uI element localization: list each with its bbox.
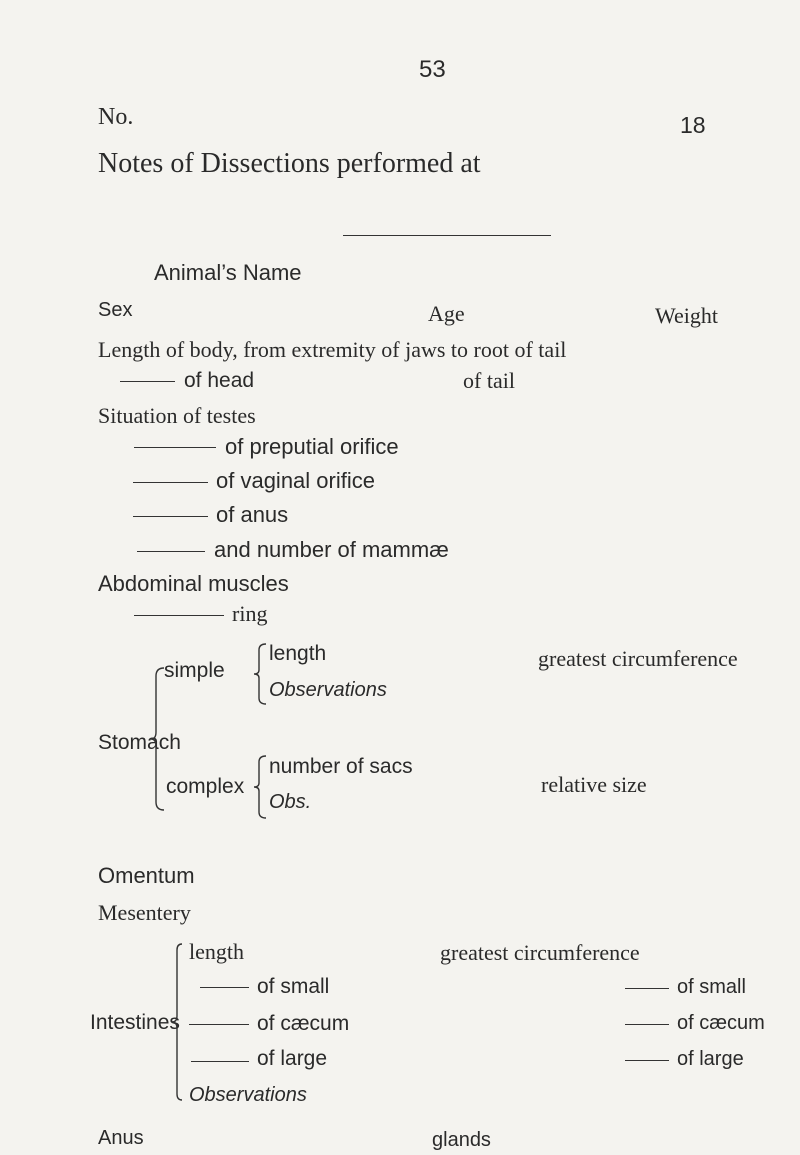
simple-brace [252, 642, 268, 706]
ditto-dash [191, 1061, 249, 1062]
small-circumference-label: of small [677, 976, 746, 998]
caecum-length-label: of cæcum [257, 1012, 350, 1035]
ditto-dash [120, 381, 175, 382]
sex-label: Sex [98, 299, 133, 321]
stomach-observations-label: Observations [269, 679, 387, 701]
ditto-dash [133, 516, 208, 517]
simple-label: simple [164, 659, 225, 682]
abdominal-muscles-label: Abdominal muscles [98, 571, 289, 596]
large-circumference-label: of large [677, 1048, 744, 1070]
intestines-label: Intestines [90, 1011, 180, 1034]
ditto-dash [200, 987, 249, 988]
age-label: Age [428, 301, 465, 326]
no-label: No. [98, 104, 134, 130]
ditto-dash [625, 1060, 669, 1061]
glands-label: glands [432, 1129, 491, 1151]
vaginal-label: of vaginal orifice [216, 468, 375, 493]
animal-name-label: Animal’s Name [154, 260, 302, 285]
mammae-label: and number of mammæ [214, 537, 449, 562]
complex-label: complex [166, 775, 245, 798]
mesentery-label: Mesentery [98, 900, 191, 925]
page-title: Notes of Dissections performed at [98, 148, 481, 179]
stomach-length-label: length [269, 642, 327, 665]
ditto-dash [625, 988, 669, 989]
ditto-dash [137, 551, 205, 552]
anus-situation-label: of anus [216, 502, 289, 527]
caecum-circumference-label: of cæcum [677, 1012, 765, 1034]
complex-brace [252, 754, 268, 820]
ring-label: ring [232, 601, 268, 626]
preputial-label: of preputial orifice [225, 434, 399, 459]
large-length-label: of large [257, 1047, 328, 1070]
ditto-dash [189, 1024, 249, 1025]
intestine-length-label: length [189, 939, 244, 964]
body-length-label: Length of body, from extremity of jaws to root of tail [98, 337, 567, 362]
omentum-label: Omentum [98, 863, 195, 888]
small-length-label: of small [257, 975, 330, 998]
ditto-dash [134, 447, 216, 448]
testes-label: Situation of testes [98, 403, 256, 428]
page-number: 53 [419, 56, 446, 83]
anus-label: Anus [98, 1127, 144, 1149]
number-of-sacs-label: number of sacs [269, 755, 413, 778]
intestines-brace [170, 942, 186, 1102]
ditto-dash [134, 615, 224, 616]
head-length-label: of head [184, 369, 255, 392]
relative-size-label: relative size [541, 772, 647, 797]
stomach-greatest-circumference-label: greatest circumference [538, 646, 738, 671]
stomach-obs-label: Obs. [269, 791, 312, 813]
intestine-observations-label: Observations [189, 1084, 307, 1106]
form-number: 18 [680, 112, 706, 138]
weight-label: Weight [655, 303, 718, 328]
intestine-greatest-circumference-label: greatest circumference [440, 940, 640, 965]
separator-rule [343, 235, 551, 236]
tail-length-label: of tail [463, 368, 515, 393]
ditto-dash [133, 482, 208, 483]
stomach-label: Stomach [98, 731, 181, 754]
ditto-dash [625, 1024, 669, 1025]
